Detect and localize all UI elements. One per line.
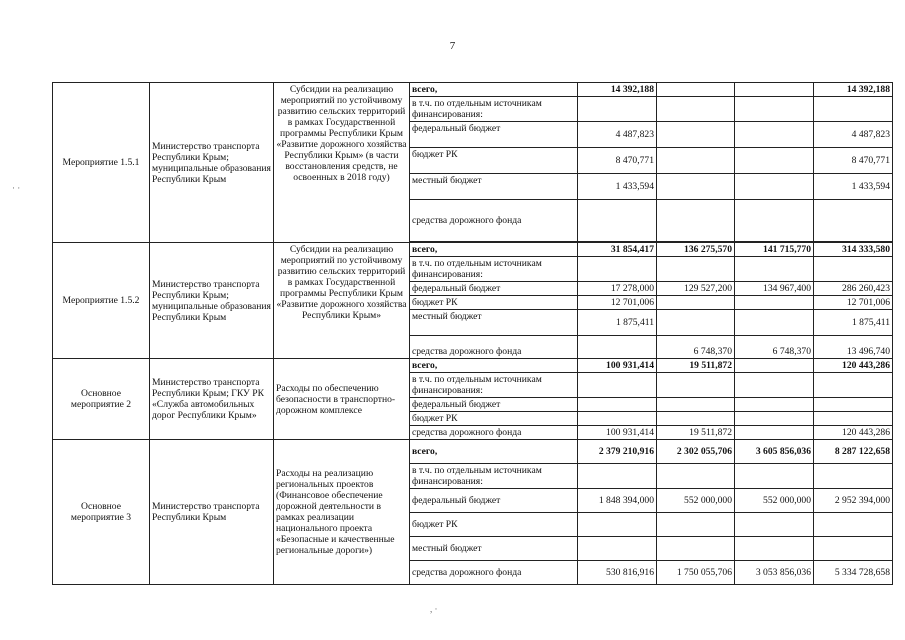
fed-label: федеральный бюджет bbox=[410, 489, 578, 513]
value-cell bbox=[735, 122, 814, 148]
road-label: средства дорожного фонда bbox=[410, 336, 578, 359]
value-cell bbox=[657, 464, 735, 489]
page-number: 7 bbox=[449, 40, 456, 52]
incl-label: в т.ч. по отдельным источникам финансирования: bbox=[410, 373, 578, 398]
road-label: средства дорожного фонда bbox=[410, 426, 578, 440]
scan-speck: · · bbox=[12, 183, 21, 193]
value-cell bbox=[814, 412, 893, 426]
fed-label: федеральный бюджет bbox=[410, 122, 578, 148]
value-cell: 1 875,411 bbox=[578, 310, 657, 336]
value-cell bbox=[735, 200, 814, 242]
value-cell: 530 816,916 bbox=[578, 561, 657, 585]
value-cell bbox=[735, 359, 814, 373]
value-cell: 31 854,417 bbox=[578, 243, 657, 257]
value-cell: 100 931,414 bbox=[578, 426, 657, 440]
value-cell bbox=[657, 200, 735, 242]
value-cell: 1 433,594 bbox=[578, 174, 657, 200]
incl-label: в т.ч. по отдельным источникам финансирования: bbox=[410, 97, 578, 122]
value-cell: 141 715,770 bbox=[735, 243, 814, 257]
value-cell: 2 379 210,916 bbox=[578, 440, 657, 464]
event-cell: Мероприятие 1.5.2 bbox=[53, 243, 150, 359]
fed-label: федеральный бюджет bbox=[410, 282, 578, 296]
value-cell bbox=[657, 373, 735, 398]
table-row bbox=[53, 243, 893, 257]
value-cell: 1 875,411 bbox=[814, 310, 893, 336]
value-cell bbox=[735, 97, 814, 122]
rk-label: бюджет РК bbox=[410, 296, 578, 310]
value-cell bbox=[735, 83, 814, 97]
value-cell bbox=[578, 373, 657, 398]
value-cell bbox=[735, 373, 814, 398]
org-cell: Министерство транспорта Республики Крым; муниципальные образования Республики Крым bbox=[150, 83, 274, 243]
value-cell bbox=[657, 398, 735, 412]
value-cell: 4 487,823 bbox=[578, 122, 657, 148]
value-cell: 120 443,286 bbox=[814, 426, 893, 440]
loc-label: местный бюджет bbox=[410, 174, 578, 200]
value-cell bbox=[578, 513, 657, 537]
value-cell bbox=[735, 537, 814, 561]
value-cell: 129 527,200 bbox=[657, 282, 735, 296]
value-cell: 2 302 055,706 bbox=[657, 440, 735, 464]
value-cell: 17 278,000 bbox=[578, 282, 657, 296]
value-cell bbox=[735, 310, 814, 336]
value-cell bbox=[735, 257, 814, 282]
value-cell: 19 511,872 bbox=[657, 426, 735, 440]
value-cell bbox=[814, 97, 893, 122]
value-cell: 134 967,400 bbox=[735, 282, 814, 296]
value-cell bbox=[578, 97, 657, 122]
value-cell: 5 334 728,658 bbox=[814, 561, 893, 585]
value-cell: 1 848 394,000 bbox=[578, 489, 657, 513]
total-label: всего, bbox=[410, 440, 578, 464]
value-cell: 8 287 122,658 bbox=[814, 440, 893, 464]
event-cell: Основное мероприятие 3 bbox=[53, 440, 150, 585]
value-cell: 1 433,594 bbox=[814, 174, 893, 200]
loc-label: местный бюджет bbox=[410, 537, 578, 561]
event-cell: Основное мероприятие 2 bbox=[53, 359, 150, 440]
total-label: всего, bbox=[410, 243, 578, 257]
value-cell bbox=[578, 464, 657, 489]
value-cell: 8 470,771 bbox=[578, 148, 657, 174]
value-cell bbox=[657, 122, 735, 148]
financing-table bbox=[52, 82, 893, 585]
org-cell: Министерство транспорта Республики Крым; муниципальные образования Республики Крым bbox=[150, 243, 274, 359]
value-cell: 136 275,570 bbox=[657, 243, 735, 257]
loc-label: местный бюджет bbox=[410, 310, 578, 336]
value-cell: 13 496,740 bbox=[814, 336, 893, 359]
value-cell: 1 750 055,706 bbox=[657, 561, 735, 585]
value-cell bbox=[657, 257, 735, 282]
org-cell: Министерство транспорта Республики Крым; ГКУ РК «Служба автомобильных дорог Республики Крым» bbox=[150, 359, 274, 440]
value-cell: 6 748,370 bbox=[735, 336, 814, 359]
value-cell: 120 443,286 bbox=[814, 359, 893, 373]
rk-label: бюджет РК bbox=[410, 412, 578, 426]
value-cell bbox=[578, 537, 657, 561]
table-row bbox=[53, 359, 893, 373]
value-cell bbox=[657, 513, 735, 537]
total-label: всего, bbox=[410, 359, 578, 373]
value-cell bbox=[578, 412, 657, 426]
table-row bbox=[53, 83, 893, 97]
value-cell bbox=[814, 373, 893, 398]
value-cell: 552 000,000 bbox=[657, 489, 735, 513]
value-cell bbox=[735, 412, 814, 426]
value-cell: 3 053 856,036 bbox=[735, 561, 814, 585]
value-cell bbox=[578, 200, 657, 242]
table-row bbox=[53, 440, 893, 464]
value-cell: 12 701,006 bbox=[814, 296, 893, 310]
desc-cell: Субсидии на реализацию мероприятий по устойчивому развитию сельских территорий в рамках Государственной программы Республики Крым «Развитие дорожного хозяйства Республики Крым» bbox=[274, 243, 410, 359]
value-cell bbox=[735, 296, 814, 310]
value-cell bbox=[735, 174, 814, 200]
value-cell bbox=[657, 174, 735, 200]
value-cell bbox=[735, 464, 814, 489]
value-cell bbox=[735, 513, 814, 537]
org-cell: Министерство транспорта Республики Крым bbox=[150, 440, 274, 585]
value-cell: 2 952 394,000 bbox=[814, 489, 893, 513]
road-label: средства дорожного фонда bbox=[410, 200, 578, 242]
value-cell bbox=[657, 412, 735, 426]
value-cell bbox=[735, 398, 814, 412]
rk-label: бюджет РК bbox=[410, 148, 578, 174]
desc-cell: Расходы по обеспечению безопасности в транспортно-дорожном комплексе bbox=[274, 359, 410, 440]
value-cell: 8 470,771 bbox=[814, 148, 893, 174]
value-cell bbox=[814, 398, 893, 412]
value-cell: 19 511,872 bbox=[657, 359, 735, 373]
value-cell bbox=[657, 148, 735, 174]
value-cell bbox=[814, 537, 893, 561]
value-cell: 14 392,188 bbox=[578, 83, 657, 97]
desc-cell: Субсидии на реализацию мероприятий по устойчивому развитию сельских территорий в рамках Государственной программы Республики Крым «Развитие дорожного хозяйства Республики Крым» (в части восстановления средств, не освоенных в 2018 году) bbox=[274, 83, 410, 243]
value-cell: 552 000,000 bbox=[735, 489, 814, 513]
value-cell bbox=[657, 296, 735, 310]
value-cell: 12 701,006 bbox=[578, 296, 657, 310]
value-cell: 286 260,423 bbox=[814, 282, 893, 296]
value-cell: 6 748,370 bbox=[657, 336, 735, 359]
value-cell: 3 605 856,036 bbox=[735, 440, 814, 464]
event-cell: Мероприятие 1.5.1 bbox=[53, 83, 150, 243]
value-cell bbox=[814, 464, 893, 489]
value-cell bbox=[735, 148, 814, 174]
value-cell bbox=[578, 257, 657, 282]
value-cell bbox=[735, 426, 814, 440]
rk-label: бюджет РК bbox=[410, 513, 578, 537]
value-cell bbox=[657, 310, 735, 336]
desc-cell: Расходы на реализацию региональных проектов (Финансовое обеспечение дорожной деятельности в рамках реализации национального проекта «Безопасные и качественные региональные дороги») bbox=[274, 440, 410, 585]
value-cell bbox=[814, 257, 893, 282]
value-cell bbox=[814, 200, 893, 242]
value-cell bbox=[578, 336, 657, 359]
value-cell bbox=[657, 83, 735, 97]
value-cell bbox=[657, 537, 735, 561]
incl-label: в т.ч. по отдельным источникам финансирования: bbox=[410, 257, 578, 282]
value-cell: 4 487,823 bbox=[814, 122, 893, 148]
total-label: всего, bbox=[410, 83, 578, 97]
value-cell bbox=[814, 513, 893, 537]
value-cell: 314 333,580 bbox=[814, 243, 893, 257]
value-cell: 14 392,188 bbox=[814, 83, 893, 97]
value-cell bbox=[657, 97, 735, 122]
incl-label: в т.ч. по отдельным источникам финансирования: bbox=[410, 464, 578, 489]
value-cell: 100 931,414 bbox=[578, 359, 657, 373]
fed-label: федеральный бюджет bbox=[410, 398, 578, 412]
scan-speck: , · bbox=[430, 604, 438, 614]
value-cell bbox=[578, 398, 657, 412]
road-label: средства дорожного фонда bbox=[410, 561, 578, 585]
